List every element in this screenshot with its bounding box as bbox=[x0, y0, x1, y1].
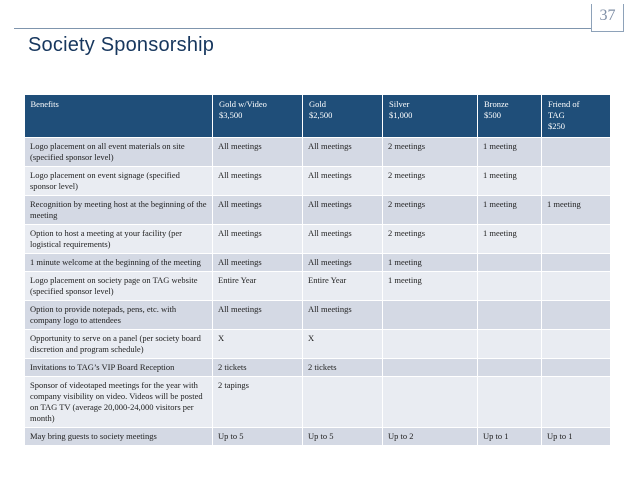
cell-gold: Entire Year bbox=[303, 271, 383, 300]
header-gold: Gold $2,500 bbox=[303, 95, 383, 137]
cell-bronze bbox=[478, 376, 542, 427]
cell-bronze: Up to 1 bbox=[478, 427, 542, 445]
cell-benefit: Logo placement on all event materials on site (specified sponsor level) bbox=[25, 137, 213, 166]
cell-silver: Up to 2 bbox=[383, 427, 478, 445]
cell-gold bbox=[303, 376, 383, 427]
table-row bbox=[25, 271, 611, 300]
header-gold-video: Gold w/Video $3,500 bbox=[213, 95, 303, 137]
table-row bbox=[25, 427, 611, 445]
cell-gold: X bbox=[303, 329, 383, 358]
table-row bbox=[25, 166, 611, 195]
cell-gold-video: Entire Year bbox=[213, 271, 303, 300]
table-row bbox=[25, 137, 611, 166]
cell-gold-video: X bbox=[213, 329, 303, 358]
cell-bronze: 1 meeting bbox=[478, 224, 542, 253]
table-row bbox=[25, 300, 611, 329]
page-title: Society Sponsorship bbox=[28, 34, 215, 56]
cell-bronze bbox=[478, 329, 542, 358]
cell-gold-video: All meetings bbox=[213, 166, 303, 195]
cell-benefit: Recognition by meeting host at the beginning of the meeting bbox=[25, 195, 213, 224]
cell-benefit: Opportunity to serve on a panel (per society board discretion and program schedule) bbox=[25, 329, 213, 358]
cell-gold-video: All meetings bbox=[213, 253, 303, 271]
table-row bbox=[25, 358, 611, 376]
cell-friend-of-tag bbox=[542, 358, 611, 376]
cell-silver: 2 meetings bbox=[383, 195, 478, 224]
cell-silver: 2 meetings bbox=[383, 224, 478, 253]
cell-benefit: 1 minute welcome at the beginning of the meeting bbox=[25, 253, 213, 271]
table-row bbox=[25, 329, 611, 358]
cell-gold-video: All meetings bbox=[213, 224, 303, 253]
cell-gold: All meetings bbox=[303, 300, 383, 329]
header-bronze: Bronze $500 bbox=[478, 95, 542, 137]
sponsorship-table-container bbox=[24, 95, 610, 446]
cell-bronze bbox=[478, 358, 542, 376]
cell-benefit: Option to host a meeting at your facility (per logistical requirements) bbox=[25, 224, 213, 253]
cell-friend-of-tag bbox=[542, 137, 611, 166]
header-silver: Silver $1,000 bbox=[383, 95, 478, 137]
cell-benefit: Option to provide notepads, pens, etc. with company logo to attendees bbox=[25, 300, 213, 329]
cell-bronze bbox=[478, 300, 542, 329]
slide-number: 37 bbox=[591, 4, 624, 32]
cell-friend-of-tag bbox=[542, 253, 611, 271]
cell-gold: Up to 5 bbox=[303, 427, 383, 445]
cell-friend-of-tag: Up to 1 bbox=[542, 427, 611, 445]
cell-friend-of-tag bbox=[542, 376, 611, 427]
cell-gold-video: Up to 5 bbox=[213, 427, 303, 445]
header-benefits: Benefits bbox=[25, 95, 213, 137]
cell-silver: 1 meeting bbox=[383, 253, 478, 271]
cell-benefit: Invitations to TAG’s VIP Board Reception bbox=[25, 358, 213, 376]
cell-silver: 1 meeting bbox=[383, 271, 478, 300]
table-row bbox=[25, 224, 611, 253]
cell-gold: All meetings bbox=[303, 137, 383, 166]
cell-gold: 2 tickets bbox=[303, 358, 383, 376]
cell-silver bbox=[383, 329, 478, 358]
cell-bronze: 1 meeting bbox=[478, 137, 542, 166]
cell-gold: All meetings bbox=[303, 195, 383, 224]
cell-gold: All meetings bbox=[303, 253, 383, 271]
cell-silver bbox=[383, 376, 478, 427]
header-friend-of-tag: Friend of TAG $250 bbox=[542, 95, 611, 137]
cell-benefit: Logo placement on event signage (specified sponsor level) bbox=[25, 166, 213, 195]
cell-gold-video: All meetings bbox=[213, 300, 303, 329]
cell-gold-video: All meetings bbox=[213, 195, 303, 224]
cell-bronze: 1 meeting bbox=[478, 195, 542, 224]
cell-friend-of-tag bbox=[542, 271, 611, 300]
sponsorship-table bbox=[24, 95, 611, 446]
cell-silver bbox=[383, 300, 478, 329]
cell-bronze: 1 meeting bbox=[478, 166, 542, 195]
cell-bronze bbox=[478, 271, 542, 300]
cell-gold-video: 2 tapings bbox=[213, 376, 303, 427]
table-row bbox=[25, 253, 611, 271]
cell-friend-of-tag bbox=[542, 300, 611, 329]
cell-silver: 2 meetings bbox=[383, 137, 478, 166]
cell-benefit: Logo placement on society page on TAG website (specified sponsor level) bbox=[25, 271, 213, 300]
cell-benefit: May bring guests to society meetings bbox=[25, 427, 213, 445]
slide-top-rule bbox=[14, 4, 636, 22]
table-row bbox=[25, 195, 611, 224]
cell-gold: All meetings bbox=[303, 224, 383, 253]
table-row bbox=[25, 376, 611, 427]
cell-friend-of-tag bbox=[542, 329, 611, 358]
cell-friend-of-tag bbox=[542, 224, 611, 253]
table-header-row bbox=[25, 95, 611, 137]
cell-bronze bbox=[478, 253, 542, 271]
cell-silver: 2 meetings bbox=[383, 166, 478, 195]
cell-gold: All meetings bbox=[303, 166, 383, 195]
cell-silver bbox=[383, 358, 478, 376]
cell-gold-video: 2 tickets bbox=[213, 358, 303, 376]
cell-gold-video: All meetings bbox=[213, 137, 303, 166]
cell-friend-of-tag: 1 meeting bbox=[542, 195, 611, 224]
cell-benefit: Sponsor of videotaped meetings for the year with company visibility on video. Videos will be posted on TAG TV (average 20,000-24,000 visitors per month) bbox=[25, 376, 213, 427]
cell-friend-of-tag bbox=[542, 166, 611, 195]
